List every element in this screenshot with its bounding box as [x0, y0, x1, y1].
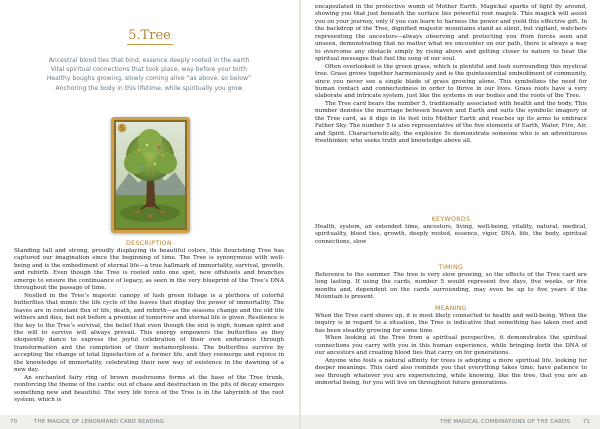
paragraph: When the Tree card shows up, it is most likely connected to health and well-being. When the inquiry is in regard to a situation, the Tree is indicative that something has taken root and has been steadily growing for some time. [315, 313, 587, 334]
paragraph: Reference to the summer. The tree is very slow growing, so the effects of the Tree card are long lasting. If using the cards, number 5 would represent five days, five weeks, or five months and, dependent on the cards surrounding, may even be up to five years if the Mountain is present. [315, 272, 587, 301]
description-heading: DESCRIPTION [126, 240, 172, 247]
verse-line: Healthy boughs growing, slowly coming alive “as above, so below” [46, 75, 252, 83]
card-title: 5.Tree [128, 28, 171, 43]
running-title: THE MAGICK OF LENORMAND CARD READING [34, 419, 165, 425]
description-body [14, 248, 284, 408]
verse-line: Vital spiritual connections that took place, way before your birth [50, 66, 248, 74]
tree-card-icon [111, 117, 190, 233]
meaning-body [315, 313, 587, 409]
right-footer [301, 415, 600, 429]
verse [14, 56, 284, 93]
verse-line: Ancestral blood ties that bind, essence deeply rooted in the earth [48, 57, 250, 64]
paragraph: When looking at the Tree from a spiritual perspective, it demonstrates the spiritual connections you carry with you in this human experience, while bringing forth the DNA of our ancestors and creating blood ties that carry on for generations. [315, 335, 587, 357]
left-footer [0, 415, 299, 429]
paragraph: An enchanted fairy ring of brown mushrooms forms at the base of the Tree trunk, reinforcing the theme of the cards: out of chaos and destruction in the pits of decay emerges something new and beautiful. The very life force of the Tree is in the labyrinth of the root system, which is [14, 374, 284, 404]
timing-body [315, 272, 587, 303]
opening-text [315, 4, 587, 210]
keywords-heading: KEYWORDS [431, 216, 471, 223]
paragraph: Often overlooked is the green grass, which is plentiful and lush surrounding this mystical tree. Grass grows together harmoniously and is the quintessential embodiment of community, since you never see a single blade of grass growing alone. This symbolizes the need for human contact and connectedness in order to thrive in our lives. Grass roots have a very elaborate and intricate system, just like the systems in our bodies and the roots of the Tree. [315, 63, 587, 100]
svg-text:5: 5 [119, 124, 125, 133]
left-page [0, 0, 299, 429]
paragraph: Health, system, an extended time, ancestors, living, well-being, vitality, natural, medical, spirituality, blood ties, growth, deeply rooted, essence, vigor, DNA, life, the body, spiritual connections, slow [315, 224, 587, 245]
title-underline [127, 44, 173, 45]
verse-line: Anchoring the body in this lifetime, while spiritually you grow [55, 84, 243, 92]
tree-card-illustration [111, 117, 190, 233]
paragraph: Anyone who feels a natural affinity for trees is adopting a more spiritual life, looking for deeper meanings. This card also reminds you that everything takes time; have patience to see through whatever you are experiencing, while knowing, like the tree, that you are an immortal being, for you will live on throughout future generations. [315, 357, 587, 387]
meaning-heading: MEANING [435, 305, 467, 312]
running-title: THE MAGICAL COMBINATIONS OF THE CARDS [440, 419, 570, 425]
paragraph: Standing tall and strong, proudly displaying its beautiful colors, this flourishing Tree has captured our imagination since the beginning of time. The Tree is synonymous with well-being and is the embodiment of eternal life—a true hallmark of immortality, survival, growth, and rebirth. Even though the Tree is rooted onto one spot, new offshoots and branches emerge to ensure the continuance of legacy, as seen in the very blueprint of the Tree’s DNA throughout the passage of time. [14, 248, 284, 292]
right-page [301, 0, 600, 429]
paragraph: Nestled in the Tree’s majestic canopy of lush green foliage is a plethora of colorful butterflies that mimic the life cycle of the leaves that display the power of immortality. The leaves are in constant flux of life, death, and rebirth—as the seasons change and the old life withers and dies, but not before a promise of tomorrow and eternal life is given. Resilience is the key to the Tree’s survival, the belief that even though the end is nigh, human spirit and the will to survive will always prevail. This energy empowers the butterflies as they eloquently dance to express the joyful celebration of their own endurance through transformation and the completion of their metamorphosis. The butterflies survive by accepting the change of total liquefaction of a former life, and they reemerge and rejoice in the knowledge of immortality, celebrating their new way of existence in the dawning of a new day. [14, 292, 284, 374]
page-number: 71 [582, 419, 590, 425]
paragraph: The Tree card bears the number 5, traditionally associated with health and the body. This number denotes the marriage between heaven and Earth and suits the symbolic imagery of the Tree card, as it digs in its feet into Mother Earth and reaches up its arms to embrace Father Sky. The number 5 is also representative of the five elements of Earth, Water, Fire, Air, and Spirit. Characteristically, the explosive 5s demonstrate someone who is an adventurous freethinker, who seeks truth and knowledge above all. [315, 100, 587, 145]
keywords-body [315, 224, 587, 261]
paragraph: encapsulated in the protective womb of Mother Earth. Magickal sparks of light fly around, showing you that just beneath the surface lies powerful root magick. This magick will assist you on your journey, only if you can learn to harness the power and yield this effective gift. In the backdrop of the Tree, dignified majestic mountains stand as silent, but vigilant, watchers representing the ancestors—always observing and protecting you from forces seen and unseen, demonstrating that no matter what we encounter on our path, there is always a way to overcome any obstacle simply by rising above and getting closer to nature to hear the spiritual messages that fuel the song of our soul. [315, 4, 587, 63]
page-number: 70 [10, 419, 18, 425]
timing-heading: TIMING [438, 264, 464, 271]
